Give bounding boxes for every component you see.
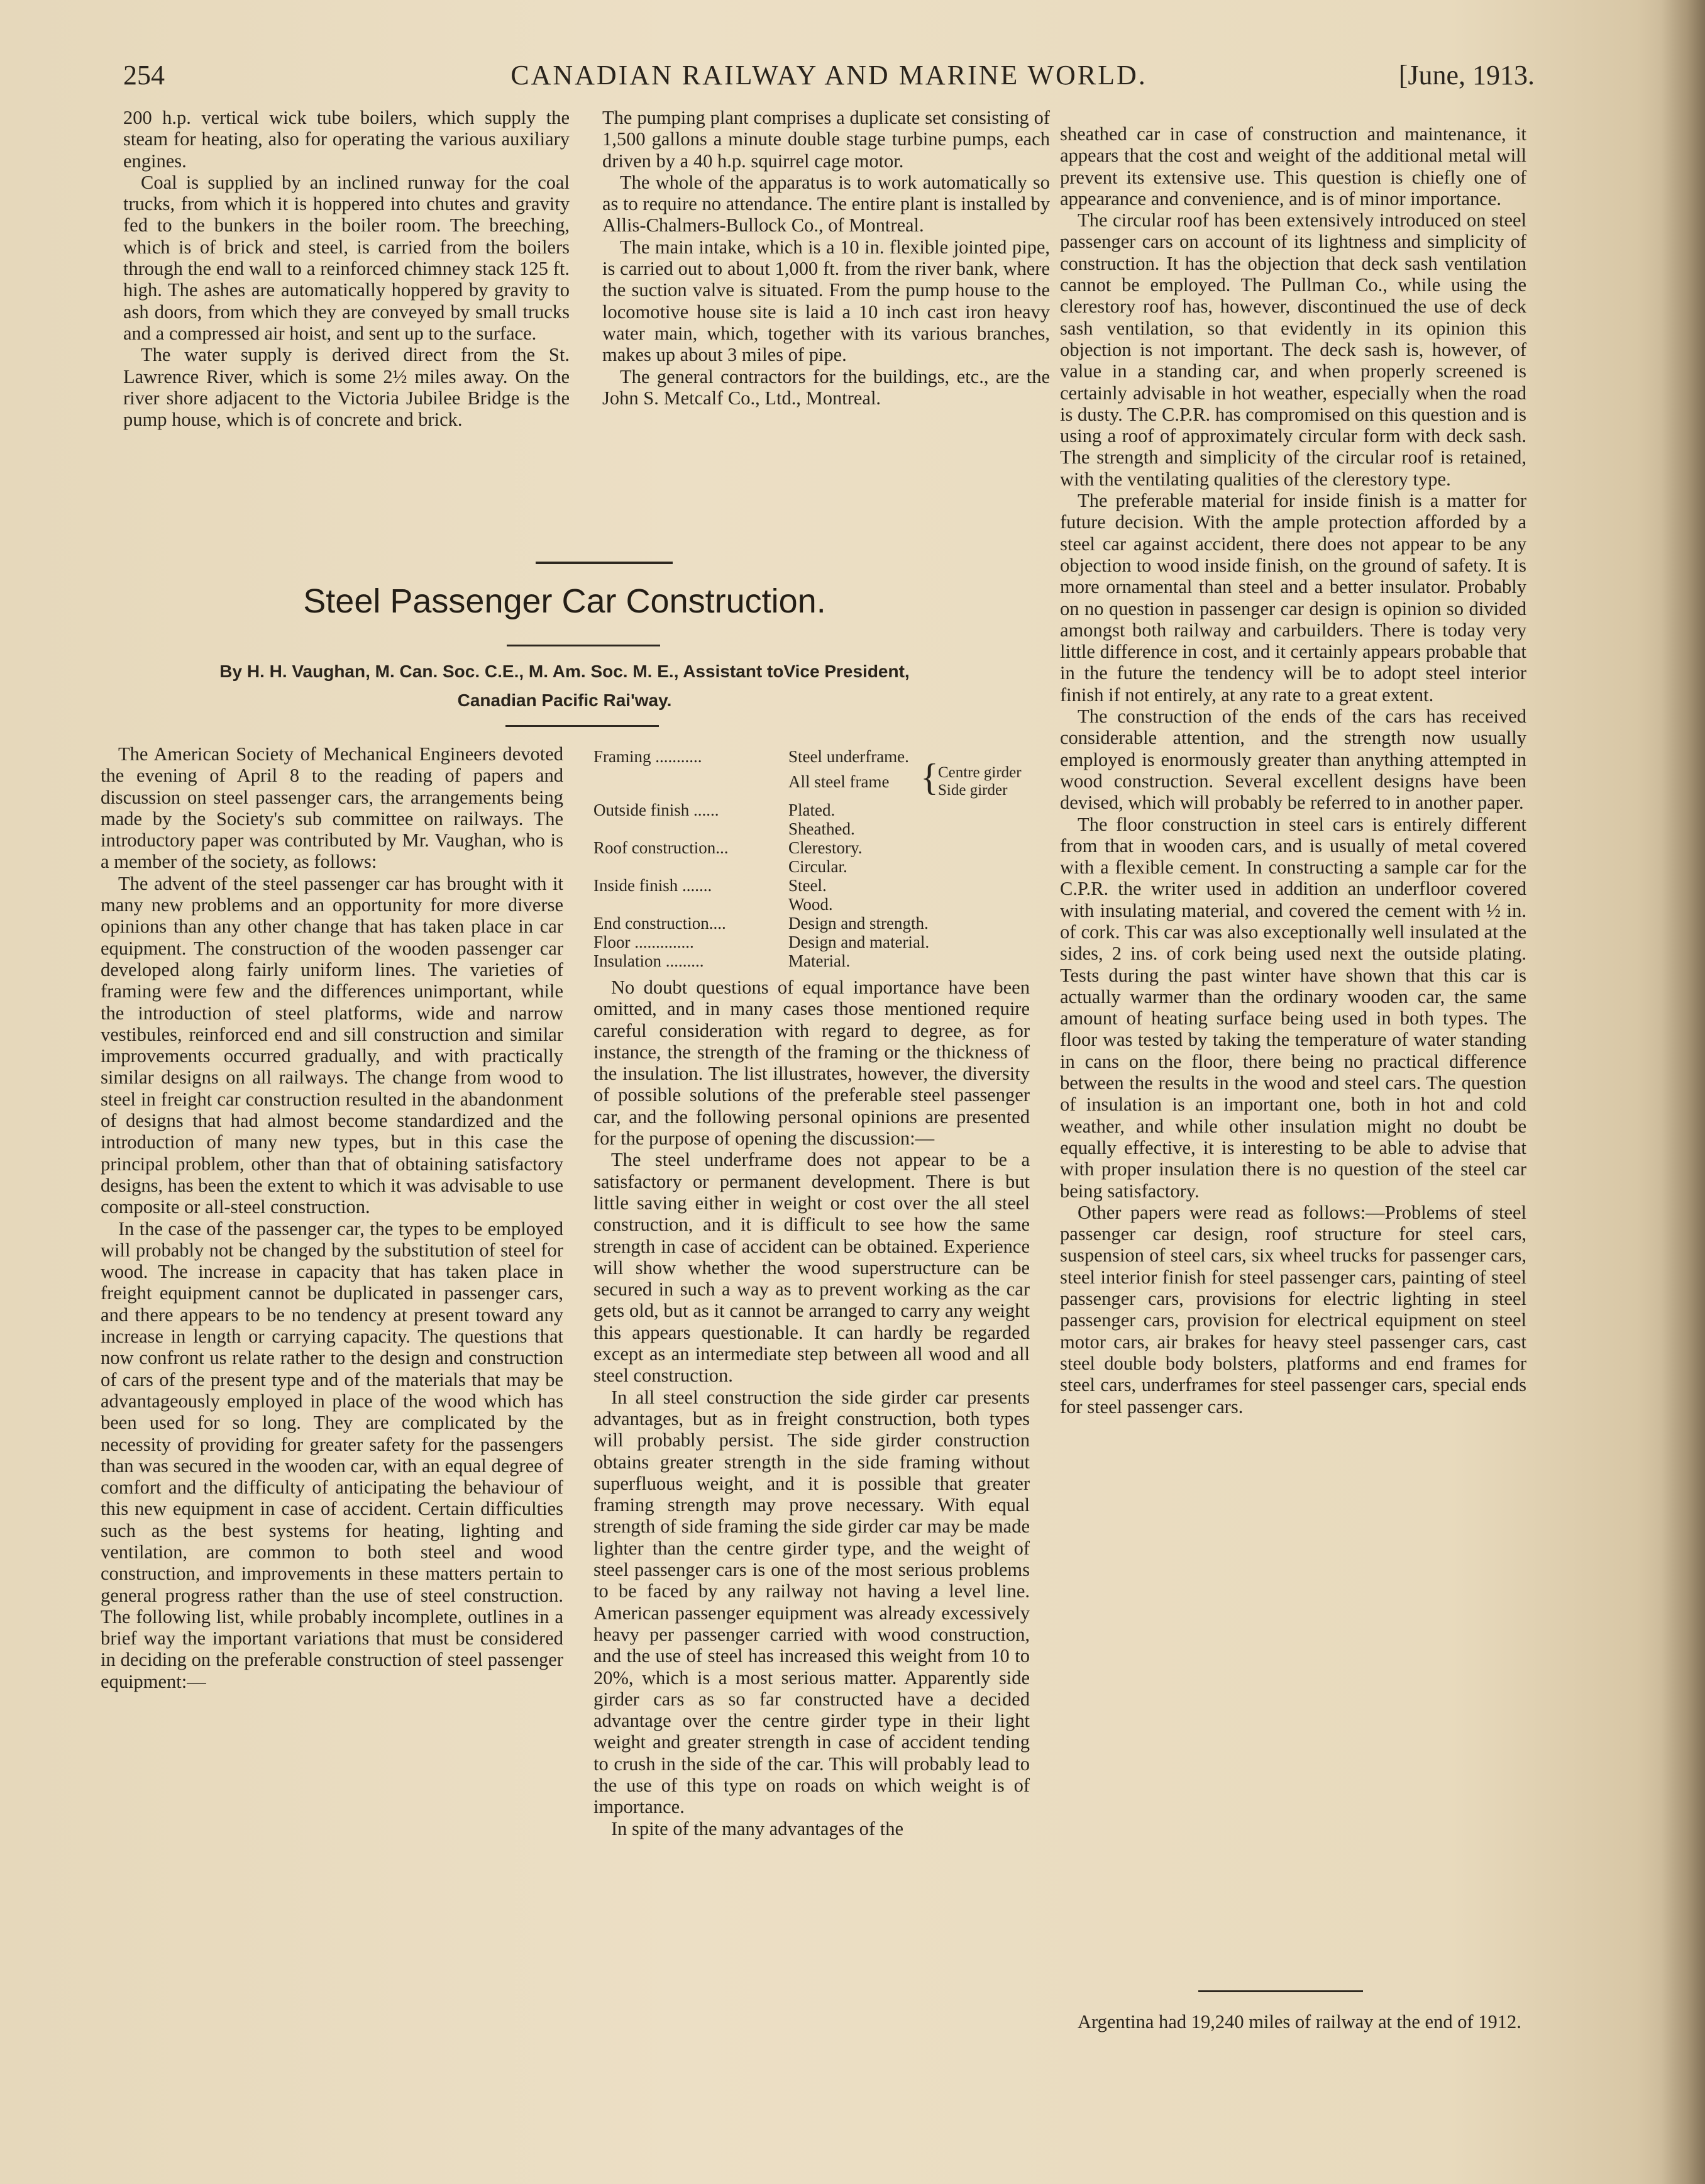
feature-value: Sheathed.	[788, 819, 855, 838]
feature-label: End construction....	[593, 914, 726, 933]
feature-value: Clerestory.	[788, 838, 863, 857]
news-note	[1060, 2011, 1526, 2032]
paragraph: No doubt questions of equal importance have been omitted, and in many cases those mentioned require careful consideration with regard to degree, as for instance, the strength of the framing or the thickness of the insulation. The list illustrates, however, the diversity of possible solutions of the preferable steel passenger car, and the following personal opinions are presented for the purpose of opening the discussion:—	[593, 977, 1030, 1150]
feature-all-steel-frame: All steel frame	[788, 772, 890, 791]
column-3	[1060, 123, 1526, 1417]
feature-value: Wood.	[788, 895, 833, 914]
running-header	[123, 55, 1535, 99]
paragraph: The circular roof has been extensively introduced on steel passenger cars on account of its lightness and simplicity of construction. It has the objection that deck sash ventilation cannot be employed. The Pullman Co., while using the clerestory roof has, however, discontinued the use of deck sash ventilation, so that evidently in its opinion this objection is not important. The deck sash is, however, of value in a standing car, and when properly screened is certainly advisable in hot weather, especially when the road is dusty. The C.P.R. has compromised on this question and is using a roof of approximately circular form with deck sash. The strength and simplicity of the circular roof is retained, with the ventilating qualities of the clerestory type.	[1060, 209, 1526, 490]
paragraph: sheathed car in case of construction and maintenance, it appears that the cost and weight of the additional metal will prevent its extensive use. This question is chiefly one of appearance and convenience, and is of minor importance.	[1060, 123, 1526, 209]
title-rule	[507, 645, 660, 646]
column-1-article	[101, 743, 563, 1692]
byline	[101, 657, 1029, 715]
features-row-inside	[593, 876, 827, 895]
feature-centre-girder: Centre girder	[938, 764, 1022, 781]
construction-features-list	[593, 747, 1034, 973]
feature-value: Design and material.	[788, 933, 930, 951]
paragraph: The main intake, which is a 10 in. flexible jointed pipe, is carried out to about 1,000 ft. from the river bank, where the suction valve is situated. From the pump house to the locomotive house site is laid a 10 inch cast iron heavy water main, which, together with its various branches, makes up about 3 miles of pipe.	[602, 236, 1050, 366]
features-row-outside	[593, 801, 835, 819]
feature-side-girder: Side girder	[938, 782, 1008, 799]
paragraph: In spite of the many advantages of the	[611, 1817, 903, 1839]
column-1-top	[123, 107, 570, 430]
paragraph: In the case of the passenger car, the types to be employed will probably not be changed by the substitution of steel for wood. The increase in capacity that has taken place in freight equipment cannot be duplicated in passenger cars, and there appears to be no tendency at present toward any increase in length or carrying capacity. The questions that now confront us relate rather to the design and construction of cars of the present type and of the materials that may be advantageously employed in place of the wood which has been used for so long. They are complicated by the necessity of providing for greater safety for the passengers than was secured in the wooden car, with an equal degree of comfort and the difficulty of anticipating the behaviour of this new equipment in case of accident. Certain difficulties such as the best systems for heating, lighting and ventilation, are common to both steel and wood construction, and improvements in these matters pertain to general progress rather than the use of steel construction. The following list, while probably incomplete, outlines in a brief way the important variations that must be considered in deciding on the preferable construction of steel passenger equipment:—	[101, 1217, 563, 1692]
paragraph: The whole of the apparatus is to work automatically so as to require no attendance. The entire plant is installed by Allis-Chalmers-Bullock Co., of Montreal.	[602, 171, 1050, 236]
paragraph: The American Society of Mechanical Engineers devoted the evening of April 8 to the reading of papers and discussion on steel passenger cars, the arrangements being made by the Society's sub committee on railways. The introductory paper was contributed by Mr. Vaughan, who is a member of the society, as follows:	[101, 743, 563, 873]
feature-label: Inside finish .......	[593, 876, 712, 895]
feature-value: Material.	[788, 951, 851, 970]
paragraph: The preferable material for inside finish is a matter for future decision. With the ample protection afforded by a steel car against accident, there does not appear to be any objection to wood inside finish, on the ground of safety. It is more ornamental than steel and a better insulator. Probably on no question in passenger car design is opinion so divided amongst both railway and carbuilders. There is today very little difference in cost, and it certainly appears probable that in the future the tendency will be to adopt steel interior finish if not entirely, at any rate to a great extent.	[1060, 490, 1526, 706]
feature-value: Design and strength.	[788, 914, 929, 933]
paragraph: Other papers were read as follows:—Problems of steel passenger car design, roof structure for steel cars, suspension of steel cars, six wheel trucks for passenger cars, steel interior finish for steel passenger cars, painting of steel passenger cars, provisions for electric lighting in steel passenger cars, provision for electrical equipment on steel motor cars, air brakes for heavy steel passenger cars, cast steel double body bolsters, platforms and end frames for steel cars, underframes for steel passenger cars, special ends for steel passenger cars.	[1060, 1201, 1526, 1417]
binding-shadow	[1661, 0, 1705, 2184]
paragraph: The pumping plant comprises a duplicate set consisting of 1,500 gallons a minute double stage turbine pumps, each driven by a 40 h.p. squirrel cage motor.	[602, 107, 1050, 172]
paragraph: The advent of the steel passenger car has brought with it many new problems and an opportunity for more diverse opinions than any other change that has taken place in car equipment. The construction of the wooden passenger car developed along fairly uniform lines. The varieties of framing were few and the differences unimportant, while the introduction of steel platforms, wide and narrow vestibules, reinforced end and sill construction and similar improvements occurred gradually, and with practically similar designs on all railways. The change from wood to steel in freight car construction resulted in the abandonment of designs that had almost become standardized and the introduction of many new types, but in this case the principal problem, other than that of obtaining satisfactory designs, has been the extent to which it was advisable to use composite or all-steel construction.	[101, 872, 563, 1218]
page-number: 254	[123, 60, 165, 91]
features-row-insulation	[593, 951, 850, 970]
feature-value: Plated.	[788, 801, 836, 819]
note-divider	[1198, 1990, 1363, 1992]
issue-date: [June, 1913.	[1398, 60, 1535, 91]
feature-value: Circular.	[788, 857, 847, 876]
features-row-floor	[593, 933, 929, 951]
column-2-article	[593, 977, 1030, 1839]
paragraph: The steel underframe does not appear to be a satisfactory or permanent development. There is but little saving either in weight or cost over the all steel construction, and it is difficult to see how the same strength in case of accident can be obtained. Experience will show whether the wood superstructure can be secured in such a way as to prevent working as the car gets old, but as it cannot be arranged to carry any weight this appears questionable. It can hardly be regarded except as an intermediate step between all wood and all steel construction.	[593, 1149, 1030, 1387]
paragraph: The water supply is derived direct from the St. Lawrence River, which is some 2½ miles away. On the river shore adjacent to the Victoria Jubilee Bridge is the pump house, which is of concrete and brick.	[123, 344, 570, 431]
paragraph: In all steel construction the side girder car presents advantages, but as in freight construction, both types will probably persist. The side girder construction obtains greater strength in the side framing without superfluous weight, and it is possible that greater framing strength may prove necessary. With equal strength of side framing the side girder car may be made lighter than the centre girder type, and the weight of steel passenger cars is one of the most serious problems to be faced by any railway not having a level line. American passenger equipment was already excessively heavy per passenger carried with wood construction, and the use of steel has increased this weight from 10 to 20%, which is a most serious matter. Apparently side girder cars as so far constructed have a decided advantage over the centre girder type in their light weight and greater strength in case of accident tending to crush in the side of the car. This will probably lead to the use of this type on roads on which weight is of importance.	[593, 1386, 1030, 1818]
feature-value: Steel underframe.	[788, 747, 909, 766]
byline-affiliation: Canadian Pacific Rai'way.	[457, 690, 672, 710]
paragraph: The floor construction in steel cars is entirely different from that in wooden cars, and is usually of metal covered with a flexible cement. In constructing a sample car for the C.P.R. the writer used in addition an underfloor covered with insulating material, and covered the cement with ½ in. of cork. This car was also exceptionally well insulated at the sides, 2 ins. of cork being used next the outside plating. Tests during the past winter have shown that this car is actually warmer than the ordinary wooden car, the same amount of heating surface being used in both types. The floor was tested by taking the temperature of water standing in cans on the floor, there being no practical difference between the results in the wood and steel cars. The question of insulation is an important one, both in hot and cold weather, and while other insulation might no doubt be equally effective, it is interesting to be able to advise that with proper insulation there is no question of the steel car being satisfactory.	[1060, 813, 1526, 1202]
paragraph: Coal is supplied by an inclined runway for the coal trucks, from which it is hoppered into chutes and gravity fed to the bunkers in the boiler room. The breeching, which is of brick and steel, is carried from the boilers through the end wall to a reinforced chimney stack 125 ft. high. The ashes are automatically hoppered by gravity to ash doors, from which they are conveyed by small trucks and a compressed air hoist, and sent up to the surface.	[123, 171, 570, 344]
feature-label: Floor ..............	[593, 933, 694, 951]
byline-author: By H. H. Vaughan, M. Can. Soc. C.E., M. Am. Soc. M. E., Assistant toVice President,	[219, 662, 910, 681]
feature-label: Roof construction...	[593, 838, 729, 857]
features-row-roof	[593, 838, 862, 857]
paragraph: 200 h.p. vertical wick tube boilers, which supply the steam for heating, also for operating the various auxiliary engines.	[123, 107, 570, 172]
feature-label: Outside finish ......	[593, 801, 719, 819]
column-2-top	[602, 107, 1050, 409]
paragraph: Argentina had 19,240 miles of railway at the end of 1912.	[1078, 2011, 1521, 2032]
feature-label: Insulation .........	[593, 951, 704, 970]
paragraph: The construction of the ends of the cars has received considerable attention, and the strength now usually employed is enormously greater than anything attempted in wood construction. Several excellent designs have been devised, which will probably be referred to in another paper.	[1060, 706, 1526, 814]
section-divider	[536, 562, 673, 564]
brace-glyph: {	[920, 757, 939, 798]
feature-value: Steel.	[788, 876, 827, 895]
features-row-framing	[593, 747, 909, 766]
feature-label: Framing ...........	[593, 747, 702, 766]
article-title: Steel Passenger Car Construction.	[303, 582, 826, 620]
journal-title: CANADIAN RAILWAY AND MARINE WORLD.	[510, 60, 1147, 91]
byline-rule	[505, 725, 659, 727]
paragraph: The general contractors for the buildings, etc., are the John S. Metcalf Co., Ltd., Montreal.	[602, 365, 1050, 409]
features-row-end	[593, 914, 929, 933]
